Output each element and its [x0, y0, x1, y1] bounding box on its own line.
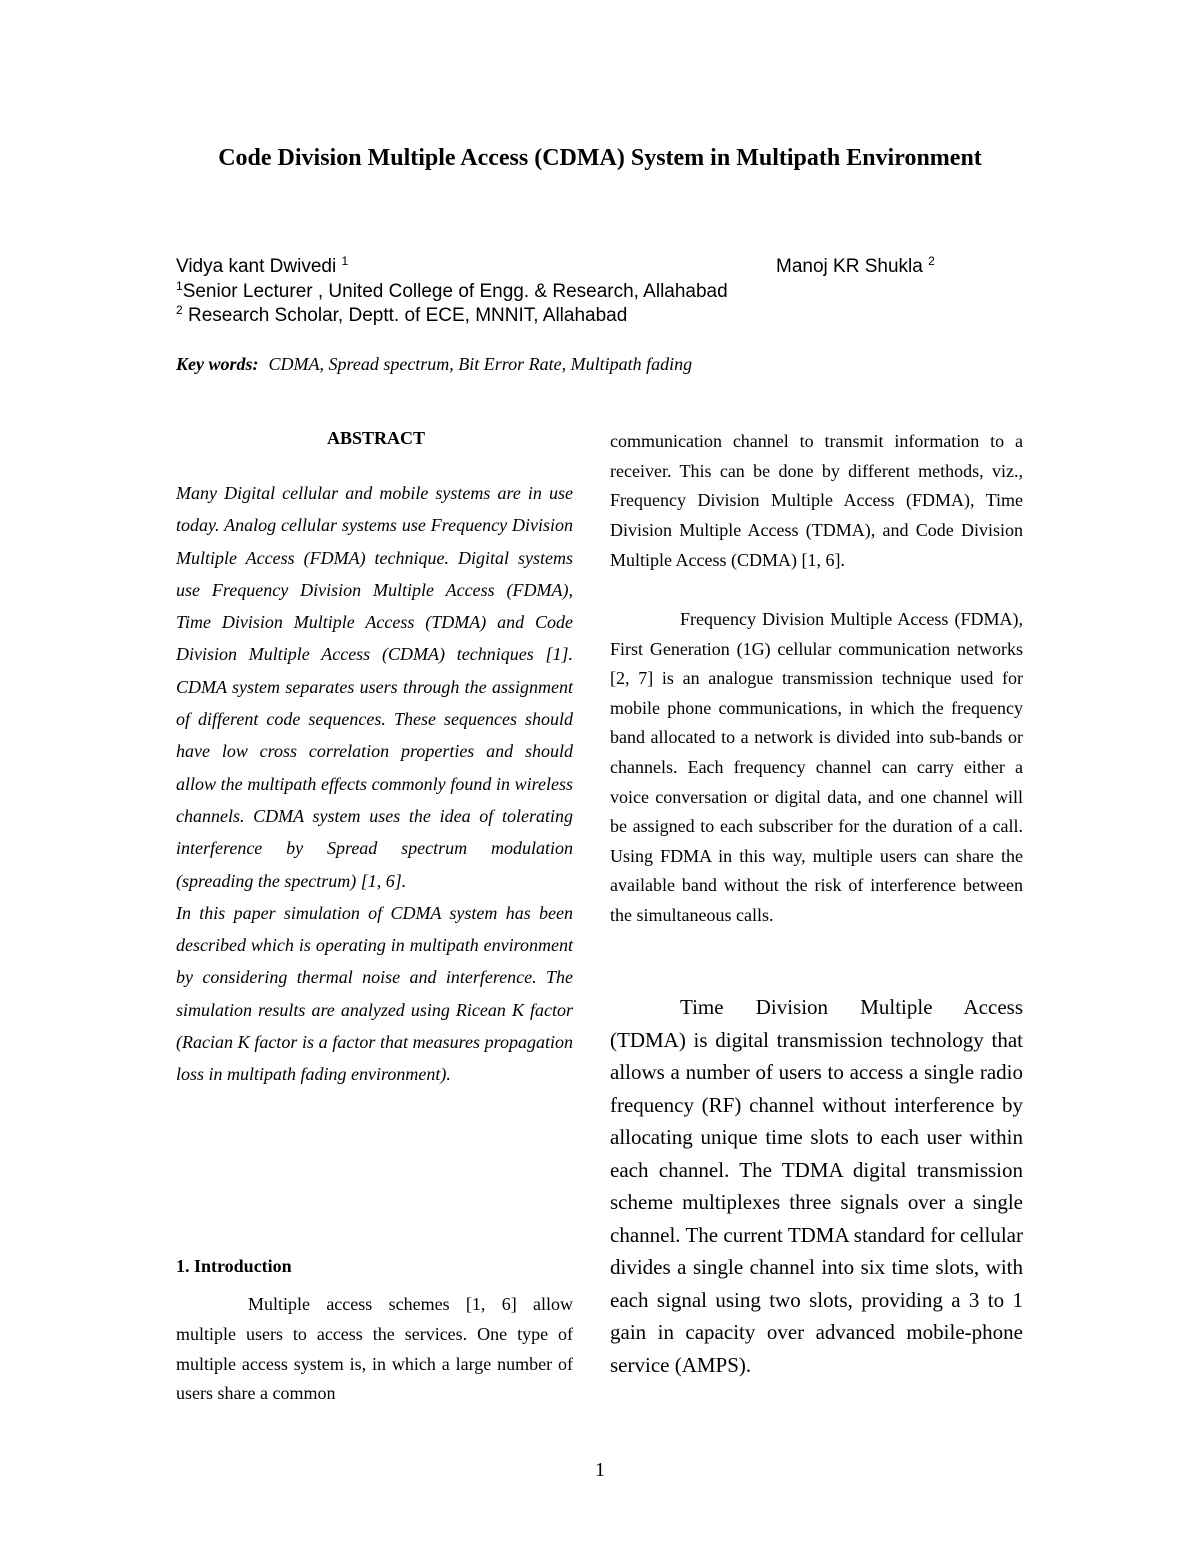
affiliation-1-sup: 1	[176, 279, 183, 293]
author-right-sup: 2	[928, 254, 935, 268]
affiliation-1	[176, 281, 728, 303]
author-left	[176, 256, 348, 278]
right-column-paragraph-3: Time Division Multiple Access (TDMA) is digital transmission technology that allows a number of users to access a single radio frequency (RF) channel without interference by allocating unique time slots to each user within each channel. The TDMA digital transmission scheme multiplexes three signals over a single channel. The current TDMA standard for cellular divides a single channel into six time slots, with each signal using two slots, providing a 3 to 1 gain in capacity over advanced mobile-phone service (AMPS).	[610, 995, 1023, 1377]
abstract-paragraph-1: Many Digital cellular and mobile systems are in use today. Analog cellular systems use Frequency Division Multiple Access (FDMA) technique. Digital systems use Frequency Division Multiple Access (FDMA), Time Division Multiple Access (TDMA) and Code Division Multiple Access (CDMA) techniques [1]. CDMA system separates users through the assignment of different code sequences. These sequences should have low cross correlation properties and should allow the multipath effects commonly found in wireless channels. CDMA system uses the idea of tolerating interference by Spread spectrum modulation (spreading the spectrum) [1, 6].	[176, 483, 573, 891]
affiliation-2-sup: 2	[176, 303, 183, 317]
affiliation-2	[176, 305, 627, 327]
page-number: 1	[595, 1459, 605, 1481]
right-column-paragraph-2: Frequency Division Multiple Access (FDMA), First Generation (1G) cellular communication networks [2, 7] is an analogue transmission technique used for mobile phone communications, in which the frequency band allocated to a network is divided into sub-bands or channels. Each frequency channel can carry either a voice conversation or digital data, and one channel will be assigned to each subscriber for the duration of a call. Using FDMA in this way, multiple users can share the available band without the risk of interference between the simultaneous calls.	[610, 609, 1023, 925]
keywords-text: CDMA, Spread spectrum, Bit Error Rate, Multipath fading	[268, 354, 693, 374]
author-left-name: Vidya kant Dwivedi	[176, 256, 337, 277]
author-left-sup: 1	[341, 254, 349, 268]
affiliation-1-text: Senior Lecturer , United College of Engg. & Research, Allahabad	[182, 281, 728, 302]
keywords-label: Key words:	[176, 354, 259, 374]
abstract-body	[176, 477, 573, 1091]
keywords	[176, 354, 692, 375]
abstract-heading: ABSTRACT	[326, 428, 426, 448]
affiliation-2-text: Research Scholar, Deptt. of ECE, MNNIT, Allahabad	[182, 305, 628, 326]
abstract-paragraph-2: In this paper simulation of CDMA system has been described which is operating in multipath environment by considering thermal noise and interference. The simulation results are analyzed using Ricean K factor (Racian K factor is a factor that measures propagation loss in multipath fading environment).	[176, 902, 573, 1085]
paper-title: Code Division Multiple Access (CDMA) System in Multipath Environment	[218, 145, 982, 171]
author-right-name: Manoj KR Shukla	[776, 256, 923, 277]
introduction-paragraph-1: Multiple access schemes [1, 6] allow multiple users to access the services. One type of multiple access system is, in which a large number of users share a common	[176, 1294, 573, 1404]
introduction-heading: 1. Introduction	[176, 1256, 292, 1276]
right-column-paragraph-1: communication channel to transmit information to a receiver. This can be done by different methods, viz., Frequency Division Multiple Access (FDMA), Time Division Multiple Access (TDMA), and Code Division Multiple Access (CDMA) [1, 6].	[610, 431, 1023, 570]
author-right	[776, 256, 935, 278]
